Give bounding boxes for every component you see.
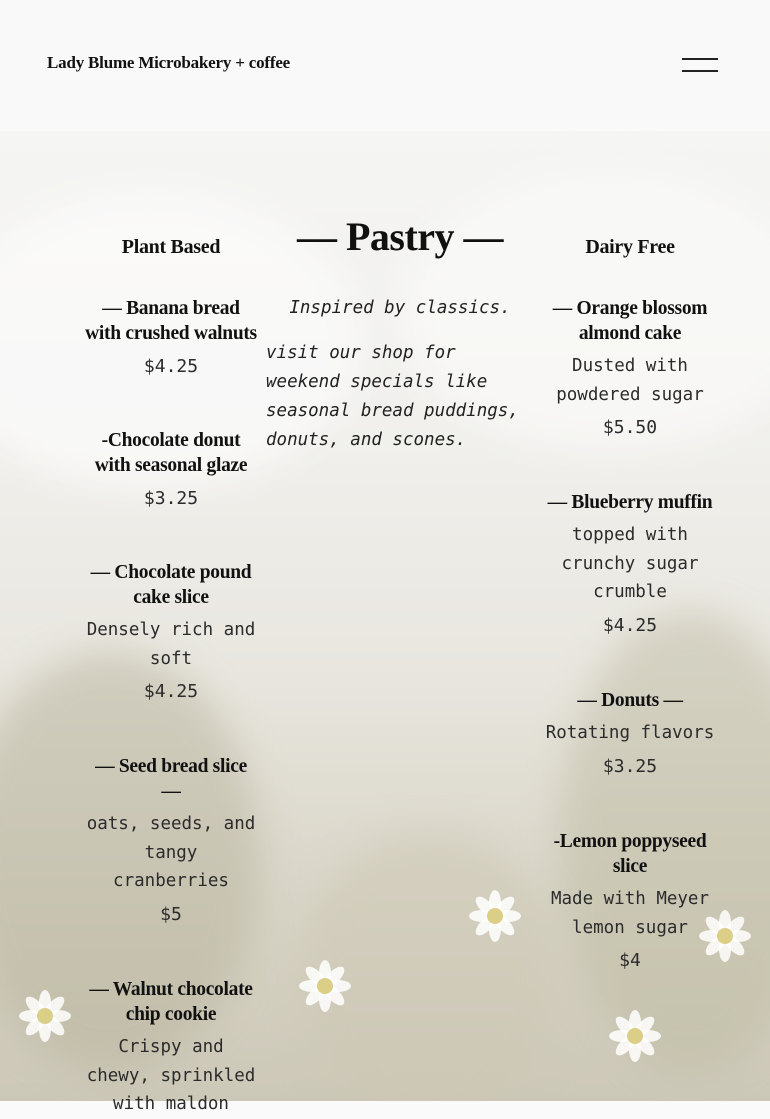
dairy-free-heading: Dairy Free bbox=[585, 236, 675, 258]
item-name: — Walnut chocolate chip cookie bbox=[89, 979, 253, 1025]
item-name: — Chocolate pound cake slice bbox=[90, 562, 252, 608]
menu-item bbox=[84, 754, 258, 925]
item-name: — Banana bread with crushed walnuts bbox=[85, 298, 257, 344]
item-price: $5.50 bbox=[602, 417, 658, 438]
item-name: — Donuts — bbox=[577, 690, 683, 711]
item-name: — Seed bread slice — bbox=[95, 756, 247, 802]
hamburger-line-bottom bbox=[682, 70, 718, 72]
item-description: topped with crunchy sugar crumble bbox=[561, 525, 699, 602]
item-price: $5 bbox=[160, 903, 182, 925]
item-price: $4.25 bbox=[143, 681, 199, 702]
item-price: $4.25 bbox=[602, 614, 658, 636]
hamburger-line-top bbox=[682, 58, 718, 60]
item-description: Dusted with powdered sugar bbox=[556, 356, 704, 405]
menu-item bbox=[543, 688, 717, 777]
item-description: oats, seeds, and tangy cranberries bbox=[86, 814, 256, 891]
menu-item bbox=[84, 428, 258, 509]
pastry-title: — Pastry — bbox=[296, 214, 504, 259]
menu-item bbox=[543, 296, 717, 438]
item-description: Made with Meyer lemon sugar bbox=[550, 889, 710, 938]
brand-logo-text[interactable]: Lady Blume Microbakery + coffee bbox=[47, 53, 291, 72]
item-description: Crispy and chewy, sprinkled with maldon bbox=[86, 1037, 256, 1114]
menu-item bbox=[543, 829, 717, 971]
menu-item bbox=[84, 296, 258, 377]
item-name: — Orange blossom almond cake bbox=[552, 298, 708, 344]
plant-based-heading: Plant Based bbox=[121, 236, 221, 258]
item-price: $4.25 bbox=[143, 356, 199, 377]
menu-item bbox=[543, 490, 717, 636]
item-description: Densely rich and soft bbox=[86, 620, 256, 669]
item-price: $3.25 bbox=[602, 755, 658, 777]
item-price: $3.25 bbox=[143, 488, 199, 509]
pastry-note: visit our shop for weekend specials like seasonal bread puddings, donuts, and scones. bbox=[266, 343, 519, 450]
item-price: $4 bbox=[619, 950, 641, 971]
menu-item bbox=[84, 560, 258, 702]
item-name: -Lemon poppyseed slice bbox=[553, 831, 707, 877]
item-name: — Blueberry muffin bbox=[547, 492, 713, 513]
pastry-tagline: Inspired by classics. bbox=[289, 298, 511, 318]
site-header bbox=[0, 0, 770, 131]
hamburger-menu-icon[interactable] bbox=[682, 58, 718, 74]
item-description: Rotating flavors bbox=[545, 723, 715, 743]
item-name: -Chocolate donut with seasonal glaze bbox=[94, 430, 248, 476]
menu-item bbox=[84, 977, 258, 1119]
